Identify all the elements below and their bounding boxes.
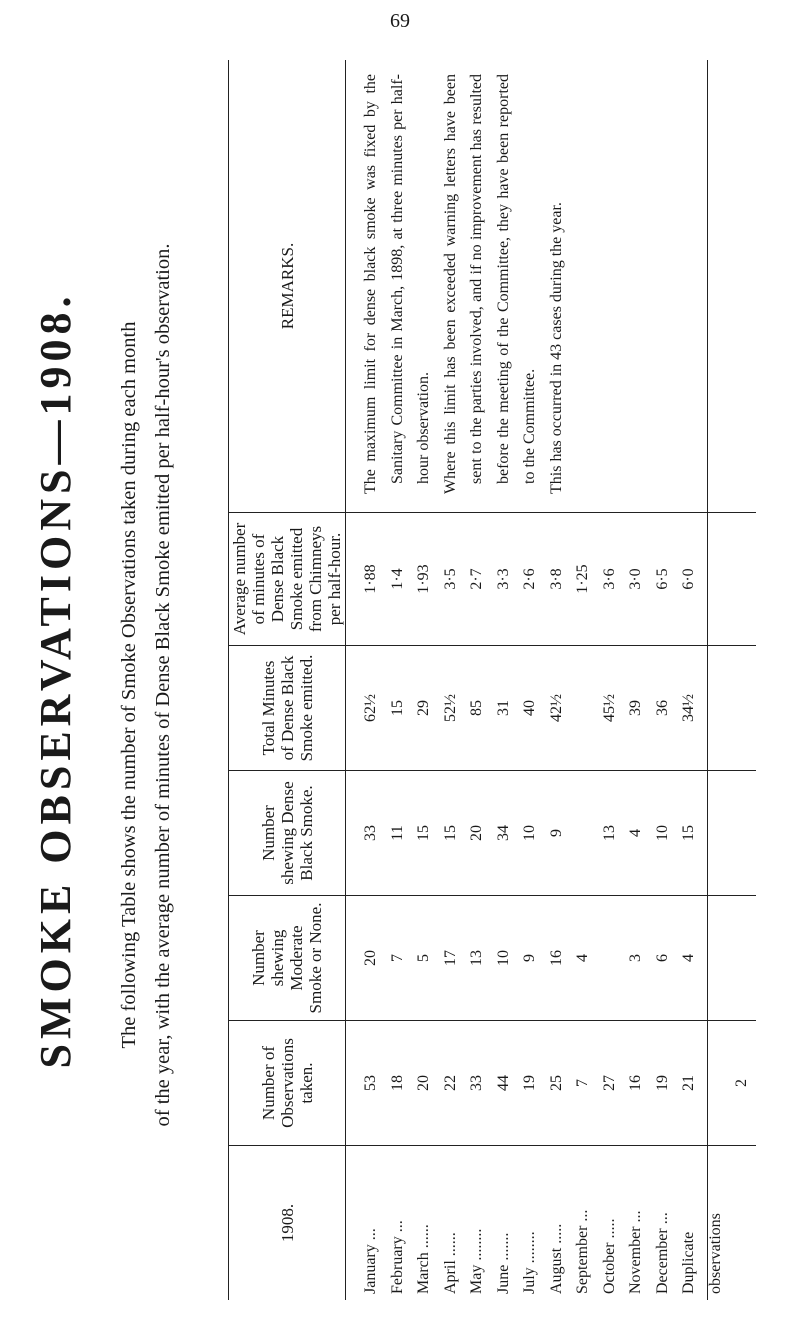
- header-remarks: REMARKS.: [229, 60, 346, 513]
- observations-cell: 53: [362, 1075, 379, 1091]
- moderate-list: [346, 896, 756, 1021]
- moderate-cell: [597, 902, 624, 1014]
- total-cell: 34½: [680, 694, 697, 722]
- month-cell: March ......: [415, 1224, 432, 1294]
- month-cell: observations: [706, 1213, 724, 1294]
- total-cell: 39: [627, 700, 644, 716]
- moderate-cell: 4: [680, 954, 697, 962]
- observations-cell: 22: [441, 1075, 459, 1091]
- moderate-cell: 16: [547, 950, 565, 966]
- page-number: 69: [390, 10, 410, 32]
- month-cell: May ........: [468, 1228, 485, 1294]
- total-list: [346, 646, 756, 771]
- remark-paragraph: This has occurred in 43 cases during the year.: [547, 202, 565, 494]
- month-cell: December ...: [653, 1212, 671, 1294]
- observations-cell: 7: [574, 1079, 591, 1087]
- moderate-cell: 9: [521, 954, 538, 962]
- observations-cell: 19: [521, 1075, 538, 1091]
- dense-cell: 9: [547, 829, 565, 837]
- month-cell: September ...: [574, 1209, 591, 1294]
- observations-cell: 33: [468, 1075, 485, 1091]
- average-cell: 3·3: [494, 568, 512, 590]
- dense-cell: 13: [600, 825, 618, 841]
- month-cell: November ...: [627, 1210, 644, 1294]
- moderate-cell: 7: [388, 954, 406, 962]
- remark-paragraph: Where this limit has been exceeded warning letters have been sent to the parties involved, and if no improvement has resulted before the meeting of the Committee, they have been reported to the Committee.: [441, 74, 538, 494]
- dense-cell: 10: [521, 825, 538, 841]
- month-list: [346, 1146, 756, 1301]
- page-title: SMOKE OBSERVATIONS—1908.: [31, 291, 80, 1069]
- dense-cell: 10: [653, 825, 671, 841]
- total-cell: 85: [468, 700, 485, 716]
- average-cell: 6·0: [680, 568, 697, 590]
- moderate-cell: 20: [362, 950, 379, 966]
- month-cell: February ...: [388, 1220, 406, 1294]
- observations-cell: 27: [600, 1075, 618, 1091]
- dense-cell: 33: [362, 825, 379, 841]
- average-cell: 3·6: [600, 568, 618, 590]
- average-cell: 2·7: [468, 568, 485, 590]
- rotated-page-content: [30, 60, 750, 1300]
- header-dense: Number shewing Dense Black Smoke.: [229, 771, 346, 896]
- dense-cell: 15: [680, 825, 697, 841]
- observations-cell: 25: [547, 1075, 565, 1091]
- header-average: Average number of minutes of Dense Black Smoke emitted from Chimneys per half-hour.: [229, 513, 346, 646]
- intro-text: [112, 90, 180, 1280]
- average-cell: 3·5: [441, 568, 459, 590]
- average-cell: 1·4: [388, 568, 406, 590]
- header-month: 1908.: [229, 1146, 346, 1301]
- moderate-cell: 3: [627, 954, 644, 962]
- observations-cell: 16: [627, 1075, 644, 1091]
- observations-cell: 19: [653, 1075, 671, 1091]
- dense-list: [346, 771, 756, 896]
- month-cell: January ...: [362, 1228, 379, 1294]
- smoke-observations-table: [228, 60, 750, 1300]
- dense-cell: 11: [388, 825, 406, 841]
- total-cell: 62½: [362, 694, 379, 722]
- moderate-cell: 13: [468, 950, 485, 966]
- month-cell: June .......: [494, 1232, 512, 1294]
- average-cell: 3·0: [627, 568, 644, 590]
- dense-cell: 34: [494, 825, 512, 841]
- header-observations: Number of Observations taken.: [229, 1021, 346, 1146]
- month-cell: April ......: [441, 1232, 459, 1294]
- month-cell: August .....: [547, 1223, 565, 1294]
- total-cell: [570, 652, 597, 764]
- observations-list: [346, 1021, 756, 1146]
- average-cell: 6·5: [653, 568, 671, 590]
- total-cell: 31: [494, 700, 512, 716]
- observations-cell: [703, 1027, 730, 1139]
- intro-line-1: The following Table shows the number of Smoke Observations taken during each month: [118, 321, 140, 1049]
- total-cell: 29: [415, 700, 432, 716]
- month-cell: Duplicate: [680, 1231, 697, 1294]
- total-cell: 36: [653, 700, 671, 716]
- dense-cell: 15: [415, 825, 432, 841]
- moderate-cell: 4: [574, 954, 591, 962]
- observations-cell: 21: [680, 1075, 697, 1091]
- average-cell: 2·6: [521, 568, 538, 590]
- average-list: [346, 513, 756, 646]
- intro-line-2: of the year, with the average number of minutes of Dense Black Smoke emitted per half-hour's observation.: [152, 243, 174, 1127]
- month-cell: October .....: [600, 1218, 618, 1294]
- observations-cell: 18: [388, 1075, 406, 1091]
- average-cell: 3·8: [547, 568, 565, 590]
- total-cell: 15: [388, 700, 406, 716]
- dense-cell: 20: [468, 825, 485, 841]
- remarks-cell: [346, 60, 756, 513]
- dense-cell: [570, 777, 597, 889]
- month-cell: July ........: [521, 1231, 538, 1294]
- remark-paragraph: The maximum limit for dense black smoke was fixed by the Sanitary Committee in March, 1898, at three minutes per half-hour observation.: [362, 74, 432, 494]
- dense-cell: 4: [627, 829, 644, 837]
- moderate-cell: 5: [415, 954, 432, 962]
- observations-cell: 20: [415, 1075, 432, 1091]
- moderate-cell: 6: [653, 954, 671, 962]
- header-moderate: Number shewing Moderate Smoke or None.: [229, 896, 346, 1021]
- average-cell: 1·93: [415, 564, 432, 594]
- observations-cell: 44: [494, 1075, 512, 1091]
- average-cell: 1·25: [574, 564, 591, 594]
- dense-cell: 15: [441, 825, 459, 841]
- observations-cell: 2: [733, 1079, 750, 1087]
- moderate-cell: 17: [441, 950, 459, 966]
- total-cell: 52½: [441, 694, 459, 722]
- total-cell: 40: [521, 700, 538, 716]
- total-cell: 45½: [600, 694, 618, 722]
- average-cell: 1·88: [362, 564, 379, 594]
- header-total: Total Minutes of Dense Black Smoke emitted.: [229, 646, 346, 771]
- moderate-cell: 10: [494, 950, 512, 966]
- total-cell: 42½: [547, 694, 565, 722]
